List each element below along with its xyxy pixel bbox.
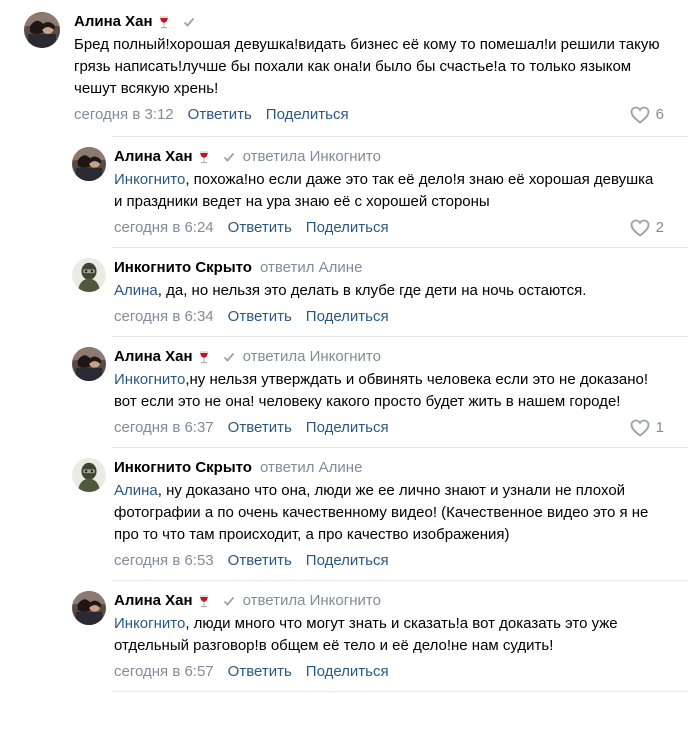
like-count: 2 bbox=[655, 219, 664, 236]
checkmark-icon bbox=[223, 595, 235, 607]
avatar[interactable] bbox=[72, 347, 106, 381]
comment-reply bbox=[0, 248, 688, 328]
wine-glass-icon bbox=[199, 150, 209, 164]
avatar[interactable] bbox=[72, 147, 106, 181]
checkmark-icon bbox=[183, 16, 195, 28]
author-name[interactable]: Алина Хан bbox=[114, 148, 193, 165]
comment-date[interactable]: сегодня в 3:12 bbox=[74, 106, 174, 123]
replied-to[interactable]: ответила Инкогнито bbox=[242, 348, 381, 365]
comment-text: Инкогнито,ну нельзя утверждать и обвинять человека если это не доказано!вот если это не она! человеку какого просто будет жить в нашем городе! bbox=[114, 371, 649, 410]
share-button[interactable]: Поделиться bbox=[305, 308, 389, 325]
comment-date[interactable]: сегодня в 6:57 bbox=[114, 663, 214, 680]
avatar[interactable] bbox=[72, 458, 106, 492]
mention-link[interactable]: Инкогнито bbox=[114, 171, 186, 188]
comment-text: Инкогнито, люди много что могут знать и сказать!а вот доказать это уже отдельный разговор!в общем её тело и её дело!не нам судить! bbox=[114, 615, 618, 654]
author-name[interactable]: Алина Хан bbox=[74, 13, 153, 30]
comment-text: Алина, ну доказано что она, люди же ее лично знают и узнали не плохой фотографии а по очень качественному видео! (Качественное видео это я не про то что там происходит, а про качество изображения) bbox=[114, 482, 649, 543]
reply-button[interactable]: Ответить bbox=[227, 419, 292, 436]
heart-icon bbox=[630, 219, 650, 237]
wine-glass-icon bbox=[159, 15, 169, 29]
mention-link[interactable]: Алина bbox=[114, 282, 158, 299]
wine-glass-icon bbox=[199, 350, 209, 364]
checkmark-icon bbox=[223, 351, 235, 363]
avatar[interactable] bbox=[72, 258, 106, 292]
avatar[interactable] bbox=[72, 591, 106, 625]
reply-button[interactable]: Ответить bbox=[227, 552, 292, 569]
like-count: 6 bbox=[655, 106, 664, 123]
comment bbox=[0, 0, 688, 126]
like-button[interactable] bbox=[630, 418, 664, 438]
share-button[interactable]: Поделиться bbox=[305, 419, 389, 436]
avatar[interactable] bbox=[24, 12, 60, 48]
comment-date[interactable]: сегодня в 6:37 bbox=[114, 419, 214, 436]
share-button[interactable]: Поделиться bbox=[305, 552, 389, 569]
comment-date[interactable]: сегодня в 6:24 bbox=[114, 219, 214, 236]
comment-date[interactable]: сегодня в 6:34 bbox=[114, 308, 214, 325]
reply-button[interactable]: Ответить bbox=[227, 663, 292, 680]
share-button[interactable]: Поделиться bbox=[305, 663, 389, 680]
comment-reply bbox=[0, 581, 688, 683]
like-button[interactable] bbox=[630, 105, 664, 125]
author-name[interactable]: Инкогнито Скрыто bbox=[114, 459, 252, 476]
share-button[interactable]: Поделиться bbox=[305, 219, 389, 236]
like-count: 1 bbox=[655, 419, 664, 436]
replied-to[interactable]: ответила Инкогнито bbox=[242, 592, 381, 609]
author-name[interactable]: Алина Хан bbox=[114, 592, 193, 609]
comment-date[interactable]: сегодня в 6:53 bbox=[114, 552, 214, 569]
mention-link[interactable]: Инкогнито bbox=[114, 371, 186, 388]
share-button[interactable]: Поделиться bbox=[265, 106, 349, 123]
mention-link[interactable]: Алина bbox=[114, 482, 158, 499]
replied-to[interactable]: ответил Алине bbox=[259, 259, 363, 276]
author-name[interactable]: Инкогнито Скрыто bbox=[114, 259, 252, 276]
heart-icon bbox=[630, 106, 650, 124]
mention-link[interactable]: Инкогнито bbox=[114, 615, 186, 632]
heart-icon bbox=[630, 419, 650, 437]
comment-text: Бред полный!хорошая девушка!видать бизнес её кому то помешал!и решили такую грязь написать!лучше бы похали как она!и было бы счастье!а то только языком чешут всякую хрень! bbox=[74, 36, 660, 97]
comment-reply bbox=[0, 337, 688, 439]
reply-button[interactable]: Ответить bbox=[227, 308, 292, 325]
comment-reply bbox=[0, 448, 688, 572]
checkmark-icon bbox=[223, 151, 235, 163]
like-button[interactable] bbox=[630, 218, 664, 238]
comment-reply bbox=[0, 137, 688, 239]
reply-button[interactable]: Ответить bbox=[187, 106, 252, 123]
comment-text: Инкогнито, похожа!но если даже это так её дело!я знаю её хорошая девушка и праздники ведет на ура знаю её с хорошей стороны bbox=[114, 171, 654, 210]
author-name[interactable]: Алина Хан bbox=[114, 348, 193, 365]
wine-glass-icon bbox=[199, 594, 209, 608]
replied-to[interactable]: ответил Алине bbox=[259, 459, 363, 476]
replied-to[interactable]: ответила Инкогнито bbox=[242, 148, 381, 165]
comment-text: Алина, да, но нельзя это делать в клубе где дети на ночь остаются. bbox=[114, 282, 587, 299]
reply-button[interactable]: Ответить bbox=[227, 219, 292, 236]
